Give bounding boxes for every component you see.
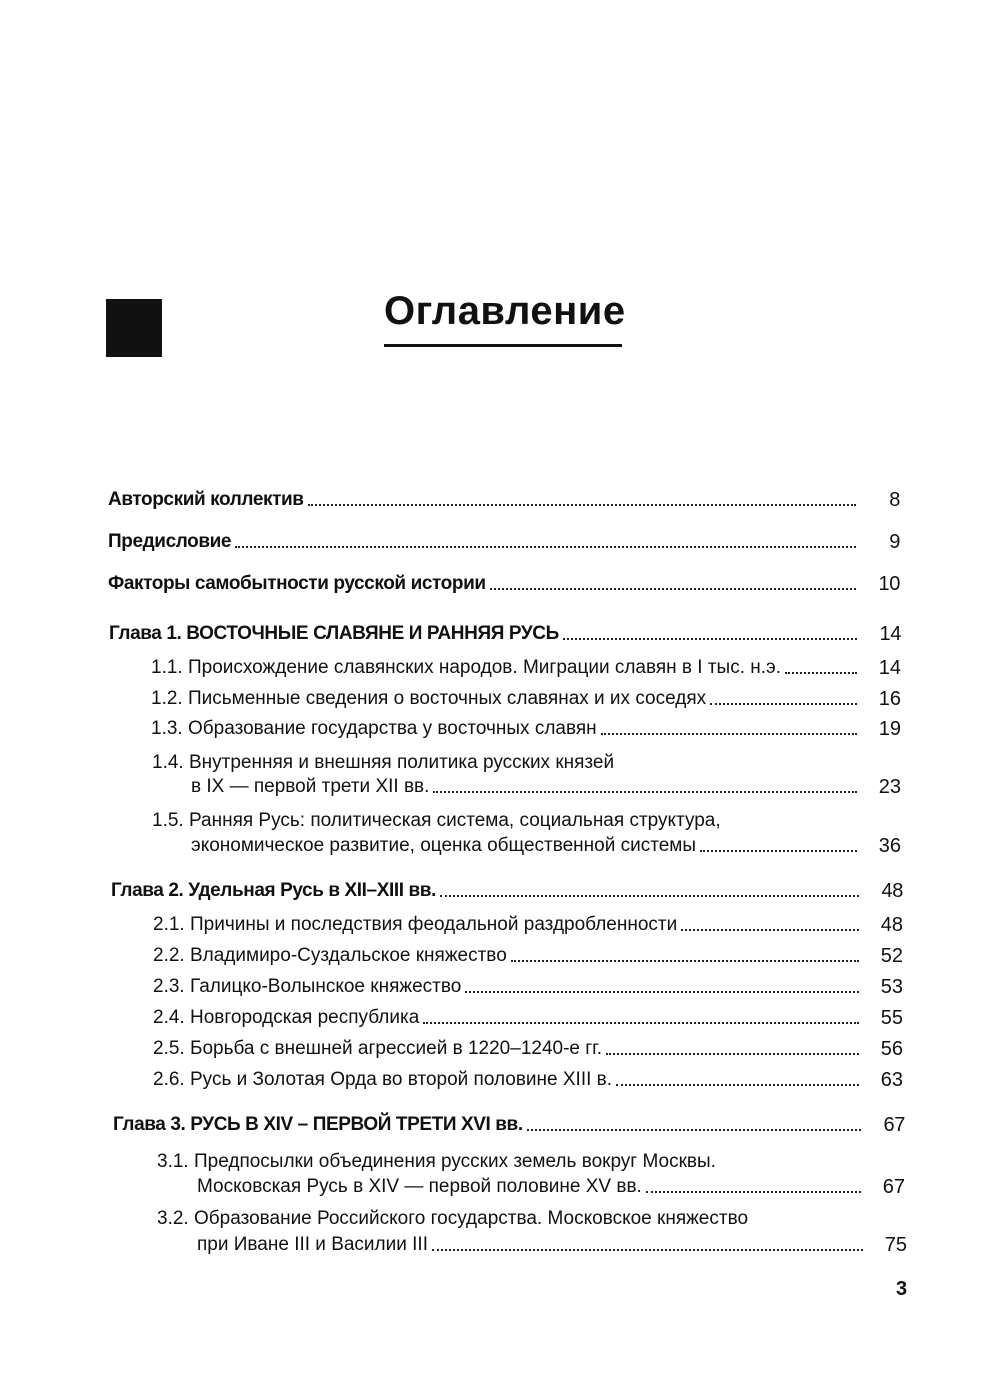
dot-leader [432, 1249, 863, 1251]
toc-chapter-3[interactable] [113, 1113, 905, 1137]
dot-leader [606, 1053, 859, 1055]
dot-leader [710, 703, 857, 705]
toc-section-2-4[interactable] [153, 1006, 903, 1030]
toc-page: 75 [884, 1234, 907, 1256]
toc-label: Предпосылки объединения русских земель вокруг Москвы. [193, 1151, 716, 1172]
toc-page: 56 [880, 1038, 903, 1060]
toc-page: 67 [883, 1114, 905, 1136]
dot-leader [235, 546, 856, 548]
toc-label: Причины и последствия феодальной раздробленности [189, 914, 678, 935]
dot-leader [511, 960, 859, 962]
toc-page: 19 [878, 718, 901, 740]
toc-label: Борьба с внешней агрессией в 1220–1240-е гг. [189, 1038, 603, 1059]
toc-entry-preface[interactable] [108, 530, 900, 554]
toc-page: 10 [878, 573, 900, 595]
toc-label: Образование Российского государства. Московское княжество [193, 1208, 749, 1229]
toc-label: Факторы самобытности русской истории [108, 573, 486, 594]
dot-leader [681, 929, 859, 931]
toc-section-1-2[interactable] [151, 687, 901, 711]
toc-num: 2.1. [153, 914, 185, 935]
toc-chapter-1[interactable] [109, 622, 901, 646]
toc-label: Письменные сведения о восточных славянах и их соседях [187, 688, 707, 709]
toc-num: 1.2. [151, 688, 183, 709]
toc-section-3-1[interactable] [197, 1175, 905, 1199]
toc-label: Происхождение славянских народов. Миграции славян в I тыс. н.э. [187, 657, 782, 678]
toc-label: Московская Русь в XIV — первой половине XV вв. [197, 1176, 642, 1197]
toc-section-1-4-first-line[interactable] [152, 751, 614, 775]
toc-page: 48 [881, 880, 903, 902]
toc-section-1-4[interactable] [191, 775, 901, 799]
toc-section-3-1-first-line[interactable] [157, 1150, 716, 1174]
toc-entry-factors[interactable] [108, 572, 900, 596]
toc-page: 48 [880, 914, 903, 936]
toc-section-2-1[interactable] [153, 913, 903, 937]
toc-section-1-5-first-line[interactable] [152, 809, 721, 833]
toc-page: 63 [880, 1069, 903, 1091]
toc-chapter-2[interactable] [111, 879, 903, 903]
toc-num: 2.3. [153, 976, 185, 997]
toc-label: Авторский коллектив [108, 489, 304, 510]
dot-leader [616, 1084, 859, 1086]
toc-num: 2.2. [153, 945, 185, 966]
dot-leader [785, 672, 857, 674]
toc-section-2-5[interactable] [153, 1037, 903, 1061]
toc-page: 36 [878, 835, 901, 857]
dot-leader [308, 504, 856, 506]
dot-leader [423, 1022, 859, 1024]
toc-section-3-2[interactable] [197, 1233, 907, 1257]
toc-label: Внутренняя и внешняя политика русских князей [188, 752, 615, 773]
toc-num: 1.5. [152, 810, 184, 831]
toc-section-3-2-first-line[interactable] [157, 1207, 748, 1231]
toc-label: Глава 3. РУСЬ В XIV – ПЕРВОЙ ТРЕТИ XVI вв. [113, 1114, 523, 1135]
dot-leader [646, 1191, 861, 1193]
dot-leader [440, 895, 859, 897]
dot-leader [563, 638, 857, 640]
toc-label: Владимиро-Суздальское княжество [189, 945, 507, 966]
page-title: Оглавление [384, 289, 626, 333]
toc-label: Новгородская республика [189, 1007, 420, 1028]
dot-leader [527, 1129, 861, 1131]
toc-section-1-1[interactable] [151, 656, 901, 680]
toc-label: Глава 2. Удельная Русь в XII–XIII вв. [111, 880, 436, 901]
section-marker-square [106, 299, 162, 357]
toc-page: 8 [889, 489, 900, 511]
dot-leader [490, 588, 856, 590]
toc-section-1-3[interactable] [151, 717, 901, 741]
toc-num: 3.1. [157, 1151, 189, 1172]
toc-section-1-5[interactable] [191, 834, 901, 858]
dot-leader [465, 991, 859, 993]
toc-label: Предисловие [108, 531, 232, 552]
toc-label: Русь и Золотая Орда во второй половине XIII в. [189, 1069, 613, 1090]
toc-label: Ранняя Русь: политическая система, социальная структура, [188, 810, 721, 831]
toc-page: 14 [878, 657, 901, 679]
toc-page: 53 [880, 976, 903, 998]
toc-num: 3.2. [157, 1208, 189, 1229]
dot-leader [601, 733, 857, 735]
toc-page: 55 [880, 1007, 903, 1029]
page-number: 3 [896, 1278, 908, 1300]
toc-page: 23 [878, 776, 901, 798]
toc-page: 52 [880, 945, 903, 967]
toc-section-2-3[interactable] [153, 975, 903, 999]
toc-entry-authors[interactable] [108, 488, 900, 512]
toc-page: 67 [882, 1176, 905, 1198]
dot-leader [433, 791, 857, 793]
toc-page: 9 [889, 531, 900, 553]
toc-label: в IX — первой трети XII вв. [191, 776, 430, 797]
toc-num: 1.3. [151, 718, 183, 739]
dot-leader [700, 850, 857, 852]
toc-label: при Иване III и Василии III [197, 1234, 428, 1255]
toc-label: Глава 1. ВОСТОЧНЫЕ СЛАВЯНЕ И РАННЯЯ РУСЬ [109, 623, 559, 644]
toc-label: Образование государства у восточных славян [187, 718, 597, 739]
toc-num: 2.5. [153, 1038, 185, 1059]
toc-num: 1.4. [152, 752, 184, 773]
toc-section-2-2[interactable] [153, 944, 903, 968]
toc-label: Галицко-Волынское княжество [189, 976, 462, 997]
toc-page: 14 [879, 623, 901, 645]
toc-num: 2.6. [153, 1069, 185, 1090]
toc-page: 16 [878, 688, 901, 710]
toc-label: экономическое развитие, оценка общественной системы [191, 835, 696, 856]
title-underline [384, 344, 622, 347]
toc-num: 2.4. [153, 1007, 185, 1028]
toc-section-2-6[interactable] [153, 1068, 903, 1092]
toc-num: 1.1. [151, 657, 183, 678]
